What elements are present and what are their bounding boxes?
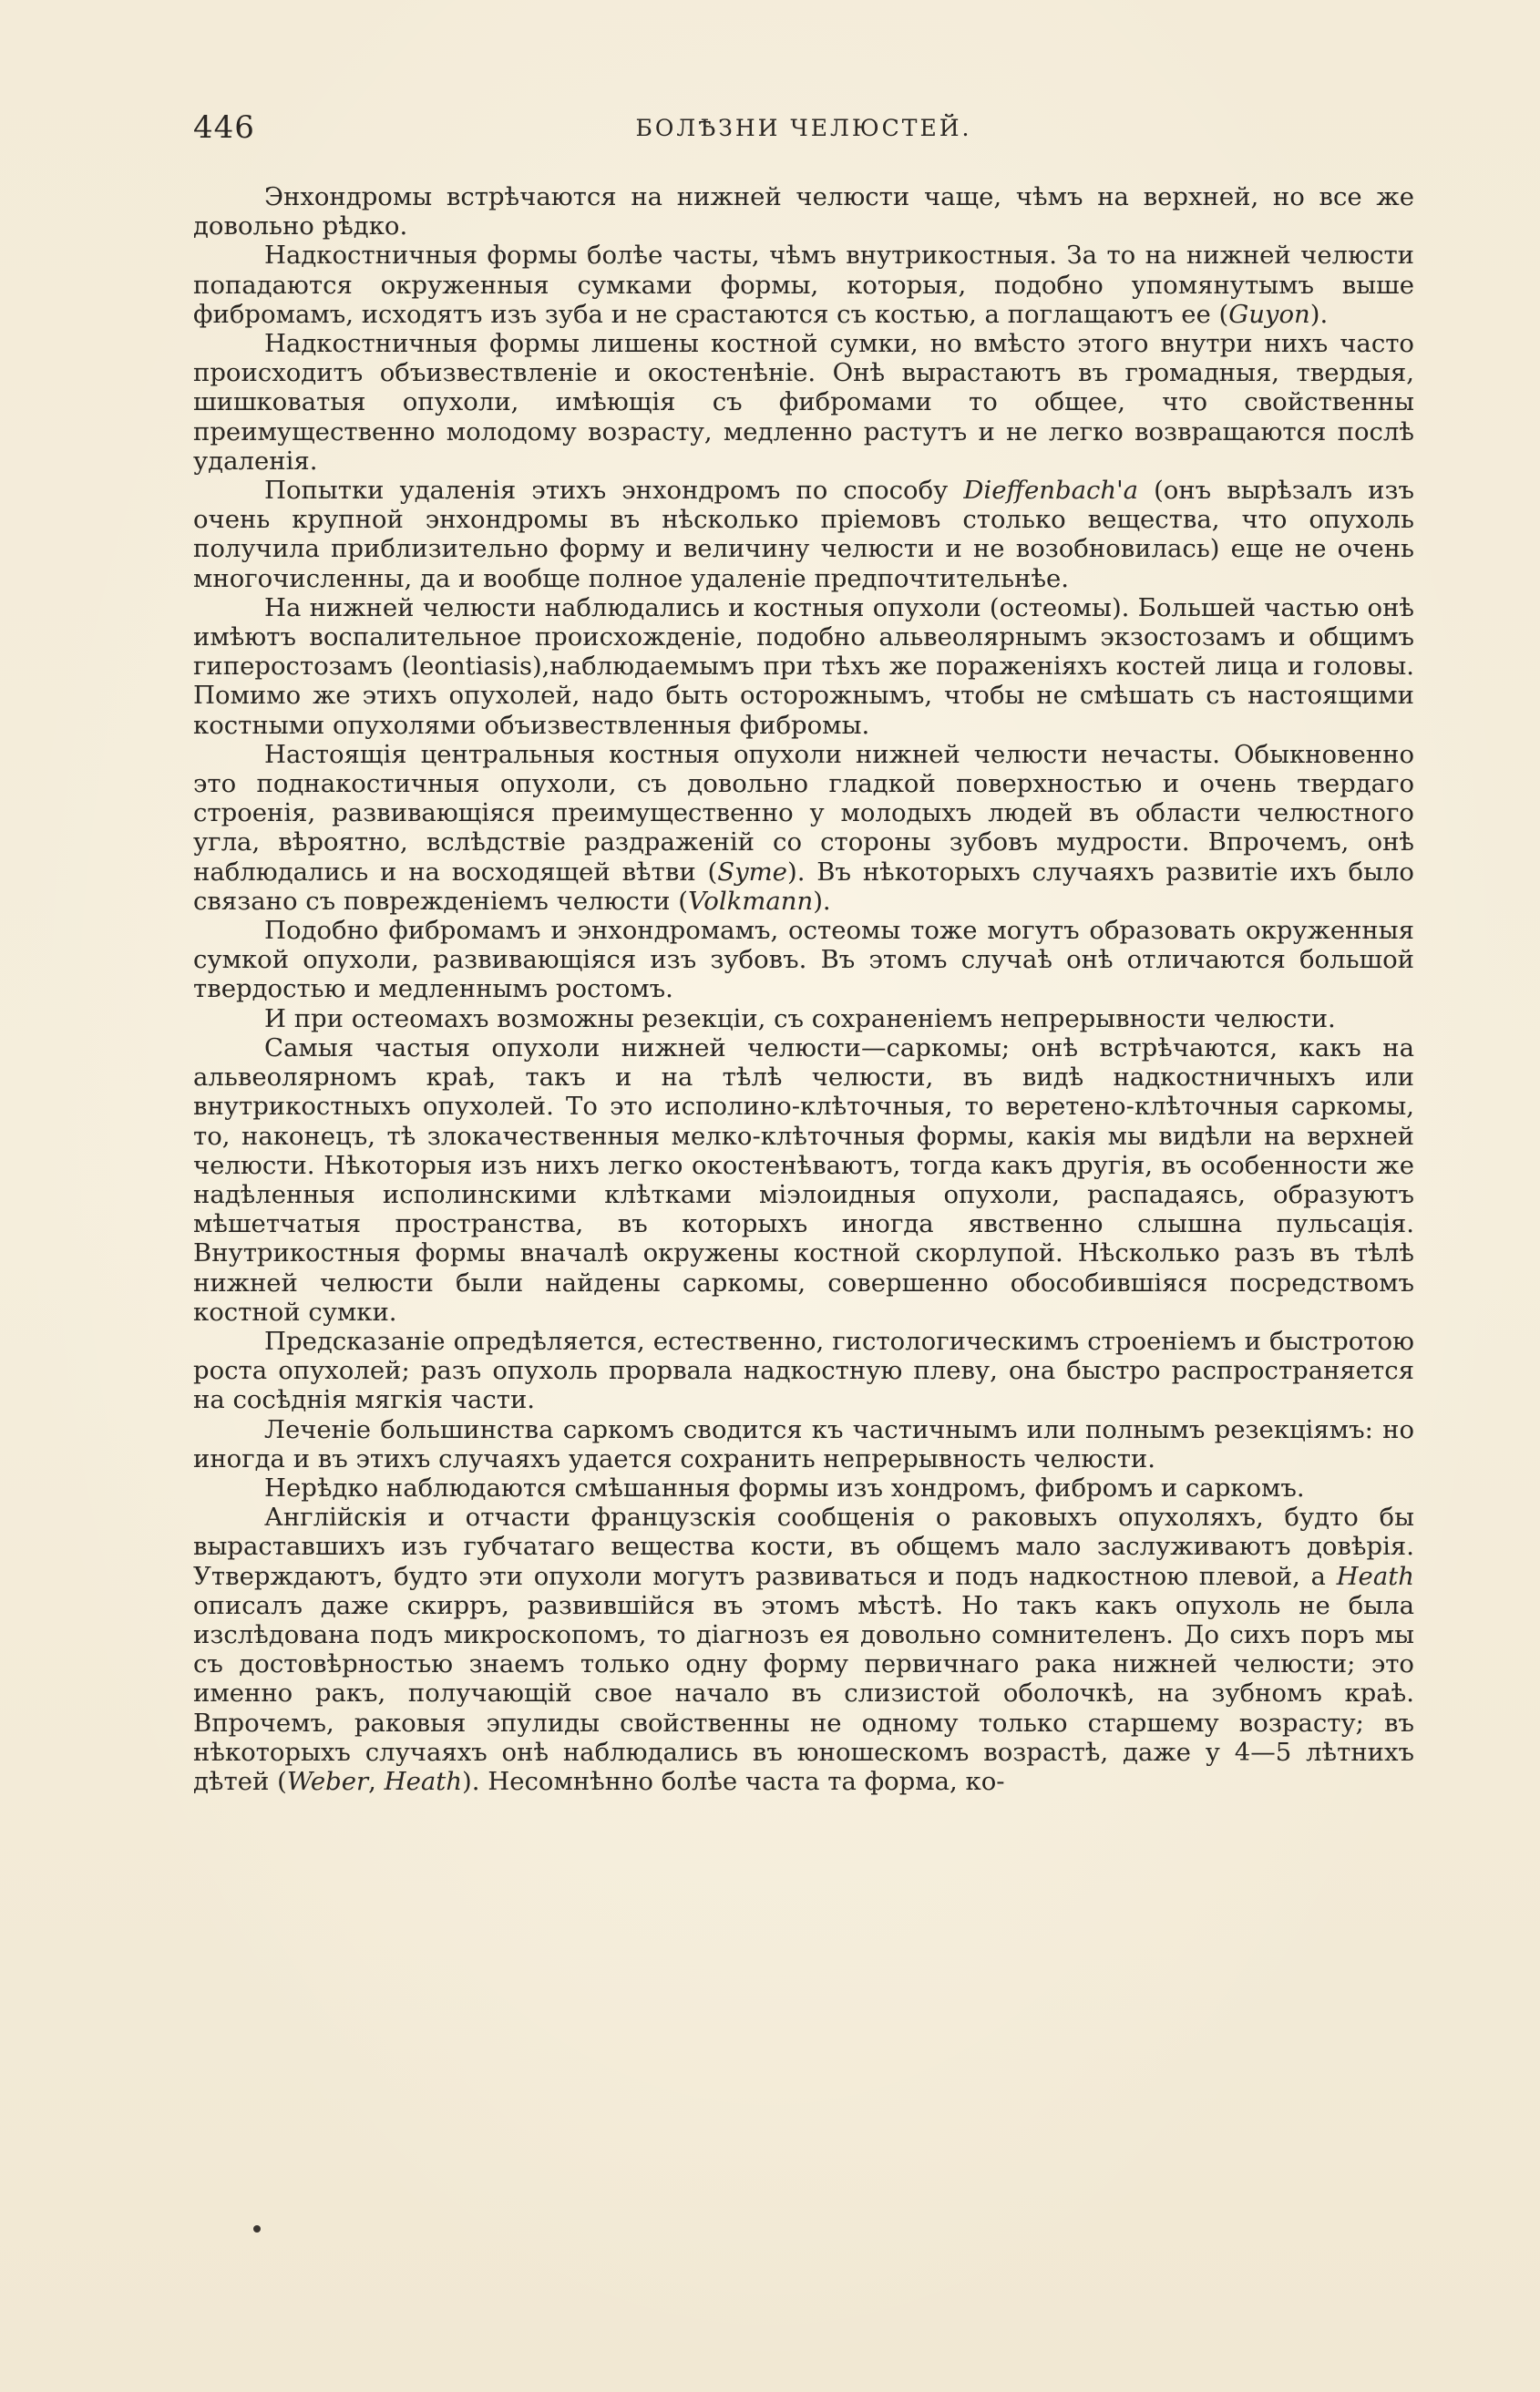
paragraph-central-osteomas: Настоящія центральныя костныя опухоли нижней челюсти нечасты. Обыкновенно это поднакостичныя опухоли, съ довольно гладкой поверхностью и очень твердаго строенія, развивающіяся преимущественно у молодыхъ людей въ области челюстного угла, вѣроятно, вслѣдствіе раздраженій со стороны зубовъ мудрости. Впрочемъ, онѣ наблюдались и на восходящей вѣтви (Syme). Въ нѣкоторыхъ случаяхъ развитіе ихъ было связано съ поврежденіемъ челюсти (Volkmann). xyxy=(193,739,1414,916)
paragraph-mixed-forms: Нерѣдко наблюдаются смѣшанныя формы изъ хондромъ, фибромъ и саркомъ. xyxy=(264,1473,1305,1503)
paragraph-periosteal-forms: Надкостничныя формы болѣе часты, чѣмъ внутрикостныя. За то на нижней челюсти попадаются окруженныя сумками формы, которыя, подобно упомянутымъ выше фибромамъ, исходятъ изъ зуба и не срастаются съ костью, а поглащаютъ ее (Guyon). xyxy=(193,241,1414,329)
paragraph-enchondroma-frequency: Энхондромы встрѣчаются на нижней челюсти чаще, чѣмъ на верхней, но все же довольно рѣдко. xyxy=(193,182,1414,241)
paragraph-calcification: Надкостничныя формы лишены костной сумки, но вмѣсто этого внутри нихъ часто происходитъ объизвествленіе и окостенѣніе. Онѣ вырастаютъ въ громадныя, твердыя, шишковатыя опухоли, имѣющія съ фибромами то общее, что свойственны преимущественно молодому возрасту, медленно растутъ и не легко возвращаются послѣ удаленія. xyxy=(193,329,1414,476)
paragraph-prognosis: Предсказаніе опредѣляется, естественно, гистологическимъ строеніемъ и быстротою роста опухолей; разъ опухоль прорвала надкостную плеву, она быстро распространяется на сосѣднія мягкія части. xyxy=(193,1326,1414,1415)
paragraph-osteoma-resection: И при остеомахъ возможны резекціи, съ сохраненіемъ непрерывности челюсти. xyxy=(264,1003,1336,1033)
paragraph-osteomas: На нижней челюсти наблюдались и костныя опухоли (остеомы). Большей частью онѣ имѣютъ воспалительное происхожденіе, подобно альвеолярнымъ экзостозамъ и общимъ гиперостозамъ (leontiasis),наблюдаемымъ при тѣхъ же пораженіяхъ костей лица и головы. Помимо же этихъ опухолей, надо быть осторожнымъ, чтобы не смѣшать съ настоящими костными опухолями объизвествленныя фибромы. xyxy=(193,592,1414,740)
body-text xyxy=(193,182,1414,1796)
paragraph-treatment: Леченіе большинства саркомъ сводится къ частичнымъ или полнымъ резекціямъ: но иногда и въ этихъ случаяхъ удается сохранить непрерывность челюсти. xyxy=(193,1414,1414,1473)
ink-dot xyxy=(253,2225,261,2233)
paragraph-dieffenbach-method: Попытки удаленія этихъ энхондромъ по способу Dieffenbach'a (онъ вырѣзалъ изъ очень крупной энхондромы въ нѣсколько пріемовъ столько вещества, что опухоль получила приблизительно форму и величину челюсти и не возобновилась) еще не очень многочисленны, да и вообще полное удаленіе предпочтительнѣе. xyxy=(193,476,1415,593)
paragraph-sarcomas: Самыя частыя опухоли нижней челюсти—саркомы; онѣ встрѣчаются, какъ на альвеолярномъ краѣ, такъ и на тѣлѣ челюсти, въ видѣ надкостничныхъ или внутрикостныхъ опухолей. То это исполино-клѣточныя, то веретено-клѣточныя саркомы, то, наконецъ, тѣ злокачественныя мелко-клѣточныя формы, какія мы видѣли на верхней челюсти. Нѣкоторыя изъ нихъ легко окостенѣваютъ, тогда какъ другія, въ особенности же надѣленныя исполинскими клѣтками міэлоидныя опухоли, распадаясь, образуютъ мѣшетчатыя пространства, въ которыхъ иногда явственно слышна пульсація. Внутрикостныя формы вначалѣ окружены костной скорлупой. Нѣсколько разъ въ тѣлѣ нижней челюсти были найдены саркомы, совершенно обособившіяся посредствомъ костной сумки. xyxy=(193,1032,1414,1327)
running-header xyxy=(193,109,1414,155)
paragraph-encapsulated-osteomas: Подобно фибромамъ и энхондромамъ, остеомы тоже могутъ образовать окруженныя сумкой опухоли, развивающіяся изъ зубовъ. Въ этомъ случаѣ онѣ отличаются большой твердостью и медленнымъ ростомъ. xyxy=(193,916,1414,1004)
paragraph-cancer: Англійскія и отчасти французскія сообщенія о раковыхъ опухоляхъ, будто бы выраставшихъ изъ губчатаго вещества кости, въ общемъ мало заслуживаютъ довѣрія. Утверждаютъ, будто эти опухоли могутъ развиваться и подъ надкостною плевой, а Heath описалъ даже скирръ, развившійся въ этомъ мѣстѣ. Но такъ какъ опухоль не была изслѣдована подъ микроскопомъ, то діагнозъ ея довольно сомнителенъ. До сихъ поръ мы съ достовѣрностью знаемъ только одну форму первичнаго рака нижней челюсти; это именно ракъ, получающій свое начало въ слизистой оболочкѣ, на зубномъ краѣ. Впрочемъ, раковыя эпулиды свойственны не одному только старшему возрасту; въ нѣкоторыхъ случаяхъ онѣ наблюдались въ юношескомъ возрастѣ, даже у 4—5 лѣтнихъ дѣтей (Weber, Heath). Несомнѣнно болѣе часта та форма, ко- xyxy=(193,1503,1414,1796)
running-title: БОЛѢЗНИ ЧЕЛЮСТЕЙ. xyxy=(635,115,972,141)
page-number: 446 xyxy=(193,109,255,146)
